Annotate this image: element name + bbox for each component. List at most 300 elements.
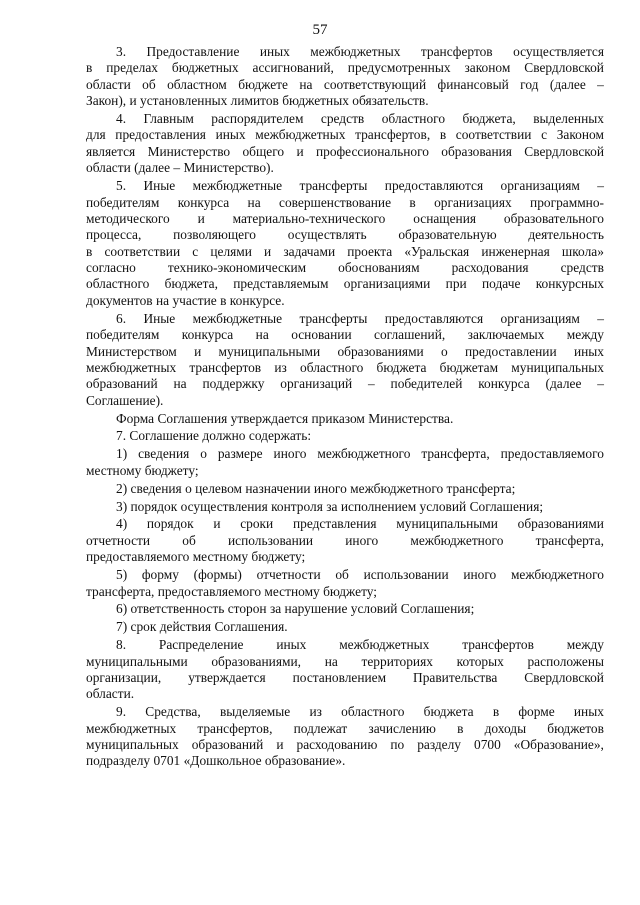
word: образовательную: [398, 227, 497, 243]
text-line: [86, 160, 604, 176]
word: территориях: [361, 653, 433, 669]
word: области.: [86, 686, 135, 702]
paragraph: [86, 111, 604, 177]
word: соответствии: [104, 243, 181, 259]
word: между: [566, 637, 604, 653]
word: Главным: [143, 111, 194, 127]
word: разделу: [417, 737, 462, 753]
word: доходы: [484, 720, 527, 736]
word: предоставлении: [465, 343, 557, 359]
word: –: [597, 310, 604, 326]
word: инженерная: [481, 243, 550, 259]
word: межбюджетного: [510, 567, 604, 583]
word: сведения: [138, 446, 190, 462]
word: форме: [518, 704, 555, 720]
word: использовании: [363, 567, 449, 583]
word: предоставляемого: [86, 549, 190, 565]
text-line: [86, 499, 604, 515]
word: бюджета: [423, 704, 474, 720]
word: в: [492, 704, 500, 720]
word: иных: [573, 343, 604, 359]
word: трансфертов: [462, 637, 534, 653]
word: –: [597, 76, 604, 92]
text-line: [86, 244, 604, 260]
word: согласно: [86, 260, 136, 276]
text-line: [86, 737, 604, 753]
word: организациям: [500, 310, 580, 326]
word: отчетности: [256, 567, 321, 583]
text-line: [86, 549, 604, 565]
word: организации,: [86, 669, 162, 685]
word: межбюджетных: [86, 720, 177, 736]
word: участие: [172, 292, 217, 308]
word: методического: [86, 210, 170, 226]
word: обоснованиям: [338, 260, 420, 276]
word: общего: [242, 143, 285, 159]
word: в: [457, 720, 464, 736]
word: межбюджетных: [310, 44, 401, 59]
word: профессионального: [315, 143, 429, 159]
word: проекта: [347, 243, 393, 259]
word: 3): [116, 498, 128, 514]
word: Министерством: [86, 343, 177, 359]
word: «Дошкольное: [183, 753, 262, 769]
word: бюджету;: [144, 462, 199, 478]
paragraph: [86, 516, 604, 565]
word: контроля: [271, 498, 323, 514]
word: бюджета,: [164, 276, 218, 292]
word: местному: [192, 549, 249, 565]
text-line: [86, 704, 604, 720]
text-line: [86, 637, 604, 653]
word: в: [409, 194, 416, 210]
word: трансфертов: [189, 359, 262, 375]
word: действия: [159, 619, 212, 635]
word: условий: [419, 498, 467, 514]
paragraph: [86, 499, 604, 515]
word: в: [86, 243, 93, 259]
word: конкурса: [181, 327, 234, 343]
word: задачами: [283, 243, 336, 259]
word: выделенных: [533, 111, 604, 127]
word: основании: [291, 327, 352, 343]
word: Иные: [143, 310, 176, 326]
word: области: [86, 160, 131, 176]
word: организациям: [500, 178, 580, 194]
word: трансфертов,: [197, 720, 273, 736]
word: бюджетов: [547, 720, 604, 736]
word: на: [299, 76, 313, 92]
word: отчетности: [86, 532, 151, 548]
word: межбюджетные: [192, 178, 283, 194]
word: процесса,: [86, 227, 142, 243]
word: иных: [276, 637, 307, 653]
word: обязательств.: [352, 93, 429, 109]
word: 9.: [116, 704, 127, 720]
word: подаче: [482, 276, 521, 292]
text-line: [86, 195, 604, 211]
text-line: [86, 516, 604, 532]
text-line: [86, 327, 604, 343]
word: между: [566, 327, 604, 343]
word: на: [247, 194, 261, 210]
word: о: [185, 480, 192, 496]
word: предоставляемого: [500, 446, 604, 462]
word: организациях: [434, 194, 512, 210]
word: Соглашение: [129, 428, 200, 444]
word: и: [296, 143, 304, 159]
word: (далее: [545, 376, 582, 392]
word: средств: [320, 111, 365, 127]
text-line: [86, 211, 604, 227]
word: по: [390, 737, 405, 753]
word: (далее: [134, 160, 171, 176]
word: межбюджетных: [86, 359, 177, 375]
word: конкурсных: [535, 276, 604, 292]
text-line: [86, 481, 604, 497]
word: 5): [116, 567, 128, 583]
word: финансовый: [437, 76, 509, 92]
word: на: [155, 292, 170, 308]
paragraph: [86, 481, 604, 497]
word: Соглашения;: [400, 601, 475, 617]
word: иных: [215, 127, 246, 143]
word: бюджета,: [462, 111, 516, 127]
paragraph: [86, 178, 604, 309]
word: содержать:: [248, 428, 312, 444]
word: порядок: [130, 498, 178, 514]
word: Свердловской: [524, 669, 604, 685]
word: целями: [210, 243, 252, 259]
word: на: [324, 653, 338, 669]
word: сведения: [130, 480, 182, 496]
text-line: [86, 260, 604, 276]
text-line: [86, 376, 604, 392]
word: Соглашение).: [86, 392, 164, 408]
word: год: [520, 76, 539, 92]
word: 4): [116, 516, 128, 532]
paragraph: [86, 601, 604, 617]
word: осуществления: [180, 498, 268, 514]
word: и: [194, 343, 202, 359]
paragraph: [86, 704, 604, 770]
word: предоставляются: [384, 310, 484, 326]
word: местному: [86, 462, 142, 478]
text-line: [86, 344, 604, 360]
word: нарушение: [284, 601, 348, 617]
word: образованиями,: [211, 653, 301, 669]
word: на: [255, 327, 269, 343]
text-line: [86, 360, 604, 376]
word: срок: [130, 619, 157, 635]
word: межбюджетные: [192, 310, 283, 326]
word: об: [182, 532, 196, 548]
word: конкурсе.: [229, 292, 285, 308]
word: поддержку: [202, 376, 265, 392]
word: и: [197, 210, 205, 226]
text-line: [86, 428, 604, 444]
word: на: [173, 376, 187, 392]
word: Свердловской: [524, 60, 604, 76]
word: в: [86, 60, 93, 76]
word: использовании: [227, 532, 314, 548]
word: с: [192, 243, 199, 259]
word: организаций: [280, 376, 353, 392]
text-line: [86, 276, 604, 292]
word: является: [86, 143, 136, 159]
word: Форма: [116, 410, 155, 426]
text-line: [86, 753, 604, 769]
word: Соглашения;: [469, 498, 544, 514]
word: трансферты: [299, 310, 368, 326]
word: победителям: [86, 194, 160, 210]
word: конкурса: [478, 376, 530, 392]
word: зачислению: [368, 720, 436, 736]
word: бюджете: [238, 76, 288, 92]
word: 1): [116, 446, 128, 462]
word: осуществляется: [513, 44, 604, 59]
word: муниципальных: [86, 737, 179, 753]
word: из: [274, 359, 287, 375]
word: муниципальными: [218, 343, 321, 359]
word: расходования: [451, 260, 529, 276]
word: установленных: [140, 93, 228, 109]
word: (далее: [549, 76, 586, 92]
word: расходованию: [296, 737, 378, 753]
word: бюджету;: [323, 583, 377, 599]
paragraph: [86, 567, 604, 600]
word: предоставляются: [384, 178, 484, 194]
word: за: [269, 601, 282, 617]
word: Соглашения: [157, 410, 228, 426]
word: –: [597, 178, 604, 194]
word: образований: [86, 376, 158, 392]
word: представляемым: [233, 276, 329, 292]
text-line: [86, 721, 604, 737]
word: иных: [259, 44, 290, 59]
word: муниципальных: [511, 359, 604, 375]
word: осуществлять: [287, 227, 367, 243]
word: целевом: [195, 480, 243, 496]
word: ответственность: [130, 601, 225, 617]
text-line: [86, 533, 604, 549]
word: Министерство).: [183, 160, 274, 176]
word: 4.: [116, 111, 127, 127]
word: и: [264, 243, 272, 259]
word: (формы): [193, 567, 242, 583]
word: утверждается: [230, 410, 309, 426]
word: муниципальными: [86, 653, 188, 669]
word: бюджетных: [282, 93, 349, 109]
word: подразделу: [86, 753, 151, 769]
word: бюджета: [376, 359, 427, 375]
word: областном: [167, 76, 227, 92]
word: бюджетных: [171, 60, 239, 76]
word: межбюджетных: [255, 127, 346, 143]
word: иного: [463, 567, 497, 583]
word: победителей: [390, 376, 463, 392]
word: 7): [116, 619, 128, 635]
word: технико-экономическим: [167, 260, 307, 276]
word: о: [441, 343, 448, 359]
text-line: [86, 463, 604, 479]
word: Свердловской: [524, 143, 604, 159]
word: «Образование»,: [513, 737, 604, 753]
word: трансферта,: [86, 583, 155, 599]
word: Предоставление: [146, 44, 240, 59]
word: 8.: [116, 637, 127, 653]
word: иных: [573, 704, 604, 720]
word: Законом: [556, 127, 604, 143]
paragraph: [86, 637, 604, 703]
word: об: [142, 76, 156, 92]
text-line: [86, 144, 604, 160]
word: законом: [464, 60, 511, 76]
paragraph: [86, 411, 604, 427]
word: трансфертов: [420, 44, 493, 59]
word: для: [86, 127, 106, 143]
text-line: [86, 393, 604, 409]
word: –: [173, 160, 181, 176]
word: межбюджетных: [339, 637, 430, 653]
text-line: [86, 227, 604, 243]
word: Министерство: [147, 143, 231, 159]
word: Соглашения.: [214, 619, 288, 635]
word: соответствии: [455, 127, 532, 143]
word: образованиями: [337, 343, 424, 359]
word: Распределение: [158, 637, 244, 653]
word: лимитов: [230, 93, 279, 109]
word: позволяющего: [173, 227, 256, 243]
word: заключаемых: [467, 327, 545, 343]
word: иного: [313, 480, 347, 496]
word: Министерства.: [368, 410, 454, 426]
word: распорядителем: [211, 111, 304, 127]
word: выделяемые: [219, 704, 291, 720]
word: назначении: [245, 480, 311, 496]
word: сторон: [227, 601, 267, 617]
text-line: [86, 686, 604, 702]
word: иного: [345, 532, 379, 548]
word: 7.: [116, 428, 127, 444]
word: областного: [300, 359, 364, 375]
word: муниципальными: [396, 516, 498, 532]
word: и: [129, 93, 137, 109]
word: Иные: [143, 178, 176, 194]
word: материально-технического: [232, 210, 386, 226]
word: 3.: [116, 44, 127, 59]
text-line: [86, 411, 604, 427]
word: 0700: [474, 737, 501, 753]
text-line: [86, 111, 604, 127]
text-line: [86, 446, 604, 462]
word: из: [309, 704, 322, 720]
word: местному: [264, 583, 320, 599]
word: исполнением: [340, 498, 417, 514]
text-line: [86, 601, 604, 617]
paragraph: [86, 619, 604, 635]
document-body: [86, 44, 604, 770]
text-line: [86, 178, 604, 194]
word: 0701: [153, 753, 181, 769]
word: областного: [341, 704, 405, 720]
word: 2): [116, 480, 128, 496]
word: расположены: [527, 653, 604, 669]
word: предусмотренных: [347, 60, 451, 76]
word: областного: [86, 276, 150, 292]
word: 5.: [116, 178, 127, 194]
word: образованиями: [517, 516, 604, 532]
word: соответствующий: [323, 76, 427, 92]
word: средств: [560, 260, 604, 276]
word: должно: [202, 428, 246, 444]
word: при: [445, 276, 467, 292]
word: Правительства: [413, 669, 498, 685]
word: иного: [273, 446, 307, 462]
word: трансфертов,: [355, 127, 431, 143]
paragraph: [86, 446, 604, 479]
text-line: [86, 293, 604, 309]
word: сроки: [240, 516, 274, 532]
word: утверждается: [188, 669, 266, 685]
word: образования: [441, 143, 512, 159]
text-line: [86, 127, 604, 143]
word: приказом: [311, 410, 365, 426]
word: соглашений,: [374, 327, 446, 343]
word: Средства,: [145, 704, 201, 720]
word: о: [200, 446, 207, 462]
word: за: [326, 498, 338, 514]
word: программно-: [530, 194, 604, 210]
word: пределах: [106, 60, 158, 76]
word: и: [276, 737, 284, 753]
word: трансферта,: [421, 446, 490, 462]
word: представления: [292, 516, 377, 532]
word: трансферты: [299, 178, 368, 194]
word: подлежат: [293, 720, 348, 736]
text-line: [86, 584, 604, 600]
text-line: [86, 93, 604, 109]
word: бюджетам: [439, 359, 499, 375]
word: трансферта;: [446, 480, 516, 496]
word: постановлением: [292, 669, 387, 685]
word: –: [368, 376, 375, 392]
word: об: [335, 567, 349, 583]
word: образовательного: [503, 210, 604, 226]
word: 6): [116, 601, 128, 617]
word: и: [213, 516, 221, 532]
word: с: [541, 127, 548, 143]
word: межбюджетного: [350, 480, 444, 496]
word: межбюджетного: [317, 446, 411, 462]
paragraph: [86, 44, 604, 110]
word: образований: [191, 737, 264, 753]
word: межбюджетного: [410, 532, 504, 548]
word: бюджету;: [251, 549, 306, 565]
word: документов: [86, 292, 153, 308]
word: которых: [456, 653, 504, 669]
text-line: [86, 654, 604, 670]
word: оснащения: [413, 210, 477, 226]
word: –: [597, 376, 604, 392]
word: ассигнований,: [252, 60, 334, 76]
word: области: [86, 76, 131, 92]
word: порядок: [146, 516, 194, 532]
word: трансферта,: [535, 532, 604, 548]
word: организациями: [343, 276, 431, 292]
word: форму: [141, 567, 179, 583]
word: образование».: [264, 753, 346, 769]
